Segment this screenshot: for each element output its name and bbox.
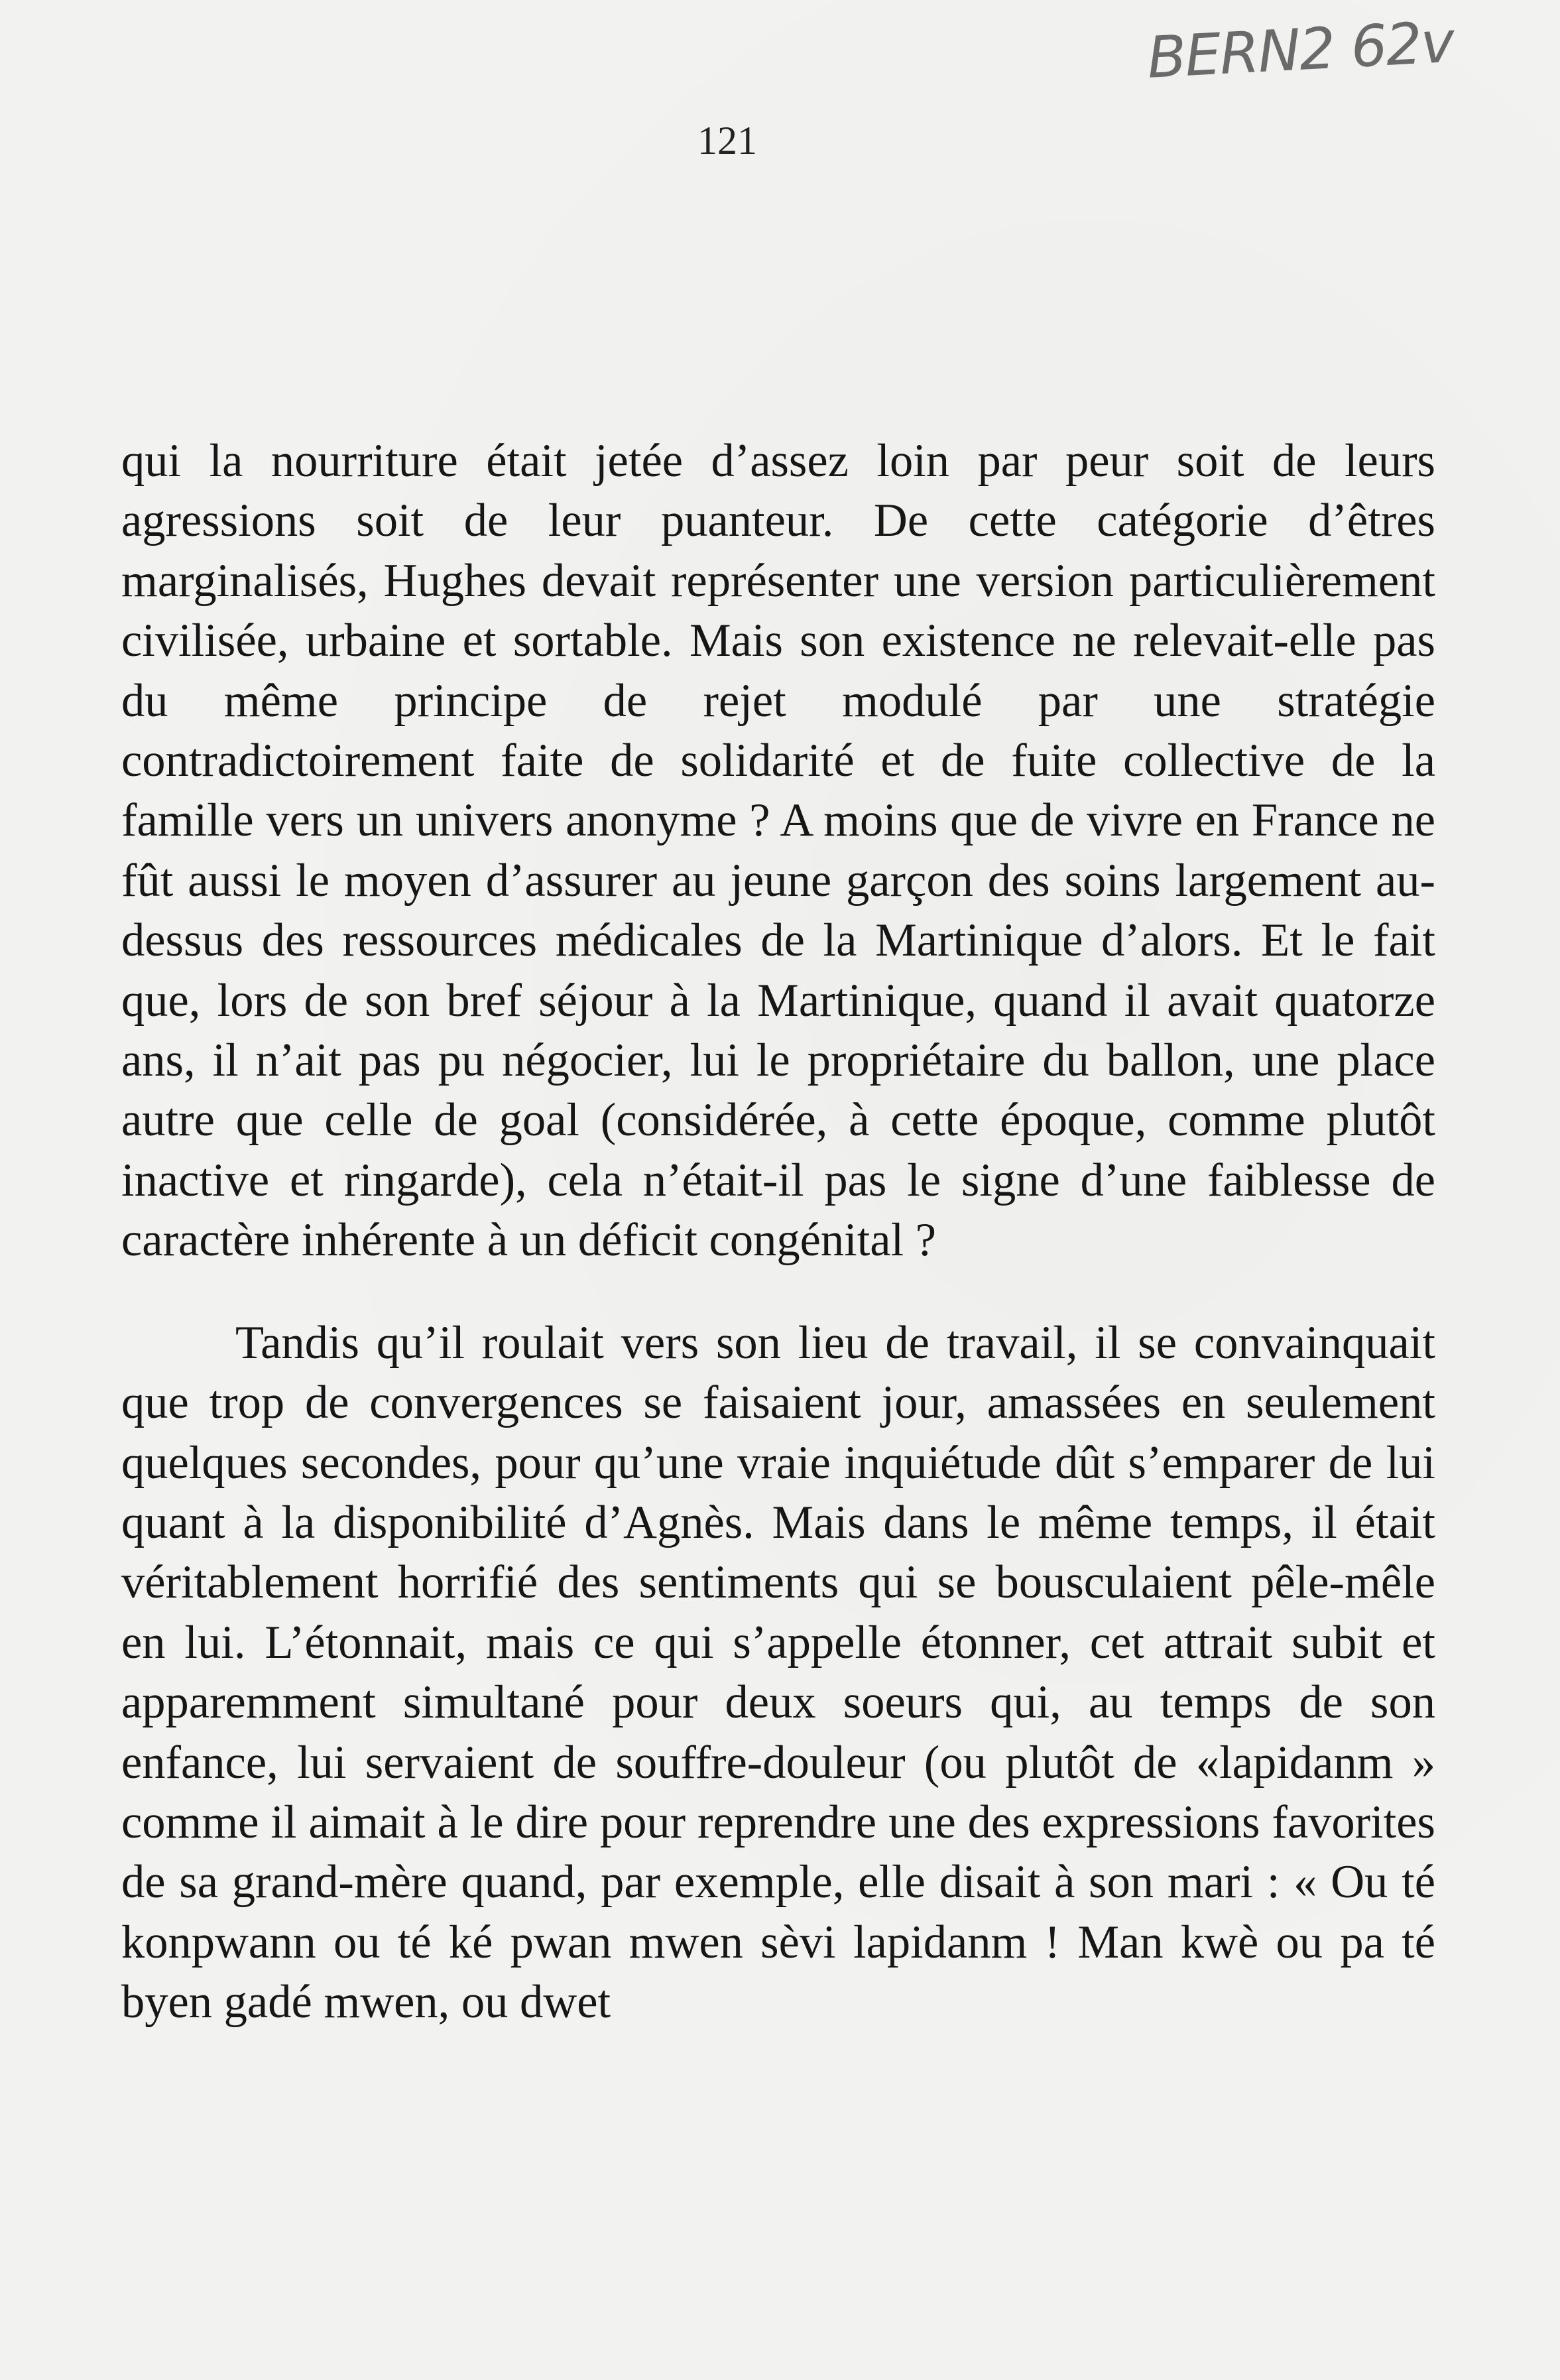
handwritten-shelfmark: BERN2 62v bbox=[1146, 9, 1455, 92]
body-text bbox=[121, 431, 1435, 2033]
paragraph: Tandis qu’il roulait vers son lieu de travail, il se convainquait que trop de convergences se faisaient jour, amassées en seulement quelques secondes, pour qu’une vraie inquiétude dût s’emparer de lui quant à la disponibilité d’Agnès. Mais dans le même temps, il était véritablement horrifié des sentiments qui se bousculaient pêle-mêle en lui. L’étonnait, mais ce qui s’appelle étonner, cet attrait subit et apparemment simultané pour deux soeurs qui, au temps de son enfance, lui servaient de souffre-douleur (ou plutôt de «lapidanm » comme il aimait à le dire pour reprendre une des expressions favorites de sa grand-mère quand, par exemple, elle disait à son mari : « Ou té konpwann ou té ké pwan mwen sèvi lapidanm ! Man kwè ou pa té byen gadé mwen, ou dwet bbox=[121, 1316, 1435, 2029]
paragraph: qui la nourriture était jetée d’assez loin par peur soit de leurs agressions soit de leur puanteur. De cette catégorie d’êtres marginalisés, Hughes devait représenter une version particulièrement civilisée, urbaine et sortable. Mais son existence ne relevait-elle pas du même principe de rejet modulé par une stratégie contradictoirement faite de solidarité et de fuite collective de la famille vers un univers anonyme ? A moins que de vivre en France ne fût aussi le moyen d’assurer au jeune garçon des soins largement au-dessus des ressources médicales de la Martinique d’alors. Et le fait que, lors de son bref séjour à la Martinique, quand il avait quatorze ans, il n’ait pas pu négocier, lui le propriétaire du ballon, une place autre que celle de goal (considérée, à cette époque, comme plutôt inactive et ringarde), cela n’était-il pas le signe d’une faiblesse de caractère inhérente à un déficit congénital ? bbox=[121, 435, 1435, 1267]
page-number: 121 bbox=[697, 119, 757, 162]
